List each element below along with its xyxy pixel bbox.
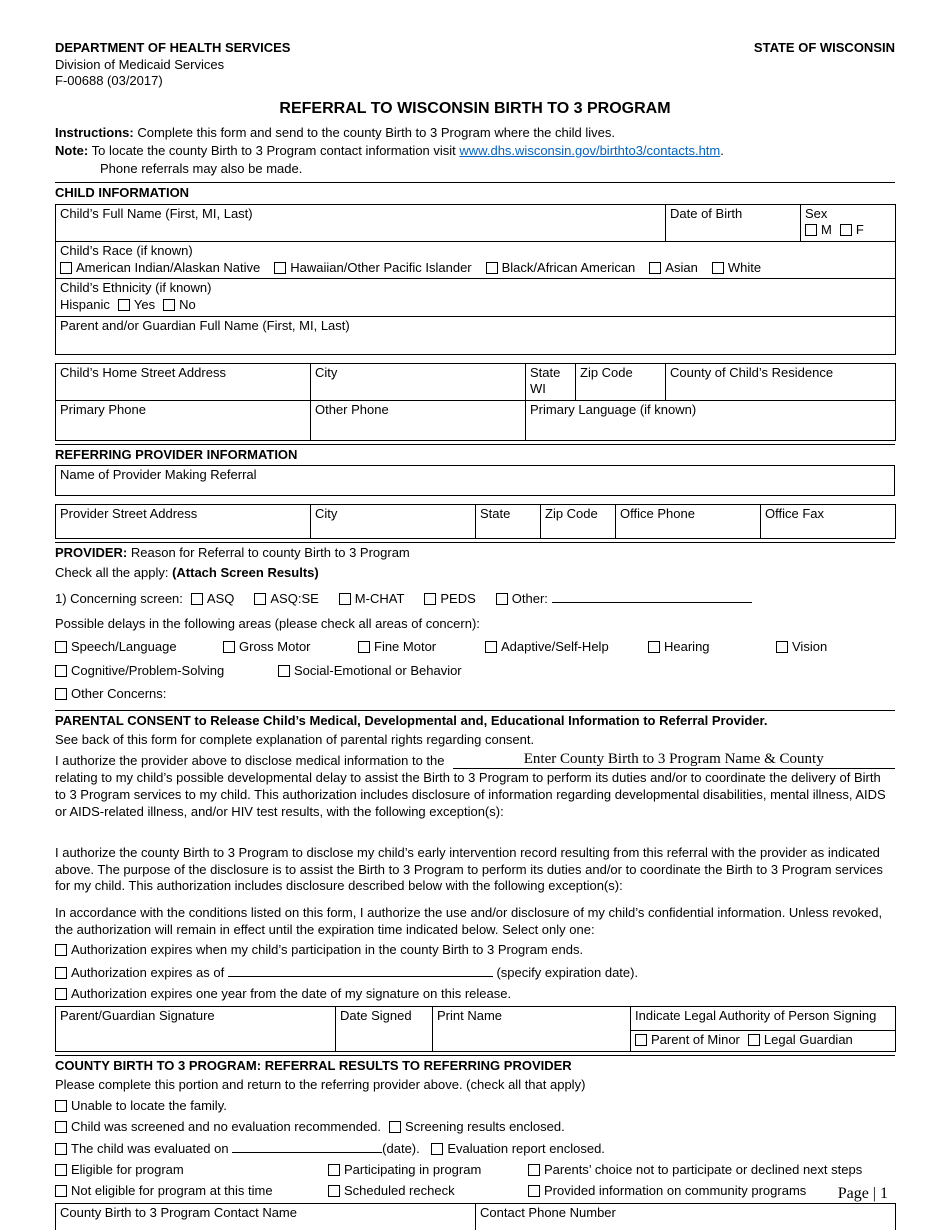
result-option-eval-report[interactable] [431,1141,605,1158]
child-address-table [55,363,896,441]
instructions-line [55,125,895,142]
sex-male-option[interactable] [805,222,832,239]
result-scheduled-label: Scheduled recheck [344,1182,455,1198]
agency-name: DEPARTMENT OF HEALTH SERVICES [55,40,291,55]
consent-para3: In accordance with the conditions listed on this form, I authorize the use and/or disclosure of my child’s confidential information. Unless revoked, the authorization will remain in effect until the expiration time indicated below. Select only one: [55,905,883,937]
signature-label: Parent/Guardian Signature [60,1008,215,1024]
section-referral-reason [55,542,895,564]
child-full-name-field[interactable] [56,204,666,241]
screen-option-peds[interactable] [424,591,475,608]
delay-option-vision[interactable] [776,639,827,656]
delay-options-row-2 [55,663,895,680]
delay-option-label: Vision [792,638,828,654]
expire-option-3-label: Authorization expires one year from the date of my signature on this release. [71,985,512,1001]
result-participating-label: Participating in program [344,1161,482,1177]
result-eval-report-label: Evaluation report enclosed. [447,1141,605,1157]
delay-option-hearing[interactable] [648,639,776,656]
delay-option-speech[interactable] [55,639,223,656]
checkbox-icon[interactable] [431,1143,443,1155]
attach-screen-results: (Attach Screen Results) [172,565,319,581]
expiration-date-blank[interactable] [228,963,493,977]
consent-para1-rest: relating to my child’s possible developmental delay to assist the Birth to 3 Program to perform its duties and/or to coordinate the delivery of Birth to 3 Program services to my child. This authorization includes disclosure of information regarding developmental disabilities, mental illness, AIDS or AIDS-related illness, and/or HIV test results, with the following exception(s): [55,770,886,819]
child-info-table [55,204,896,355]
result-not-eligible-label: Not eligible for program at this time [71,1182,273,1198]
section-referring-provider: REFERRING PROVIDER INFORMATION [55,444,895,466]
contacts-link[interactable]: www.dhs.wisconsin.gov/birthto3/contacts.htm [459,142,721,158]
primary-phone-label: Primary Phone [60,401,146,417]
checkbox-icon[interactable] [486,262,498,274]
signature-table [55,1006,896,1052]
checkbox-icon[interactable] [528,1185,540,1197]
expire-option-2-label: Authorization expires as of [71,964,225,980]
result-option-unable[interactable] [55,1098,895,1115]
sex-female-label: F [855,222,864,238]
delay-option-adaptive[interactable] [485,639,648,656]
result-row-evaluated [55,1139,895,1158]
date-signed-field[interactable] [336,1007,433,1052]
instructions-label: Instructions: [55,125,134,141]
contact-phone-label: Contact Phone Number [480,1205,616,1221]
checkbox-icon[interactable] [424,593,436,605]
ethnicity-option-yes[interactable] [118,297,155,314]
checkbox-icon[interactable] [55,1143,67,1155]
checkbox-icon[interactable] [528,1164,540,1176]
result-eligible-label: Eligible for program [71,1161,184,1177]
result-screened-label: Child was screened and no evaluation recommended. [71,1118,382,1134]
race-option-label: White [727,259,762,275]
exceptions-writing-space[interactable] [55,821,895,845]
section-referral-results: COUNTY BIRTH TO 3 PROGRAM: REFERRAL RESULTS TO REFERRING PROVIDER [55,1055,895,1077]
child-race-field [56,242,896,279]
date-of-birth-field[interactable] [666,204,801,241]
expire-option-1-label: Authorization expires when my child’s participation in the county Birth to 3 Program ends. [71,942,584,958]
state-label: State [530,364,561,380]
provider-address-field[interactable] [56,505,311,539]
provider-city-label: City [315,506,338,522]
note-line [55,143,895,160]
print-name-label: Print Name [437,1008,503,1024]
legal-authority-guardian-option[interactable] [748,1032,853,1049]
expire-option-2-suffix: (specify expiration date). [496,964,639,980]
section-child-information: CHILD INFORMATION [55,182,895,204]
office-fax-label: Office Fax [765,506,825,522]
child-ethnicity-options [60,297,891,314]
legal-authority-guardian-label: Legal Guardian [763,1032,853,1048]
checkbox-icon[interactable] [55,1185,67,1197]
provider-address-table [55,504,896,539]
form-number: F-00688 (03/2017) [55,73,163,89]
delay-option-cognitive[interactable] [55,663,278,680]
checkbox-icon[interactable] [339,593,351,605]
child-full-name-label: Child’s Full Name (First, MI, Last) [60,205,253,221]
screen-option-label: PEDS [440,590,476,606]
provider-address-label: Provider Street Address [60,506,198,522]
checkbox-icon[interactable] [55,688,67,700]
home-address-field[interactable] [56,363,311,400]
result-parents-choice-label: Parents’ choice not to participate or declined next steps [544,1161,863,1177]
other-concerns-label: Other Concerns: [71,686,167,702]
guardian-name-label: Parent and/or Guardian Full Name (First, MI, Last) [60,317,350,333]
delay-option-social-emotional[interactable] [278,663,462,680]
primary-language-field[interactable] [526,400,896,440]
screen-other-label: Other: [511,590,548,606]
consent-para1-line1 [55,751,895,769]
result-option-parents-choice[interactable] [528,1162,862,1179]
checkbox-icon[interactable] [840,224,852,236]
screen-option-asqse[interactable] [254,591,318,608]
contact-table [55,1203,896,1230]
child-ethnicity-label: Child’s Ethnicity (if known) [60,280,212,296]
result-option-screening-enclosed[interactable] [389,1119,565,1136]
contact-name-field[interactable] [56,1204,476,1230]
checkbox-icon[interactable] [55,1100,67,1112]
consent-subheading: See back of this form for complete explanation of parental rights regarding consent. [55,732,535,748]
result-option-screened[interactable] [55,1119,381,1136]
contact-name-label: County Birth to 3 Program Contact Name [60,1205,297,1221]
legal-authority-label: Indicate Legal Authority of Person Signing [635,1008,877,1024]
ethnicity-no-label: No [179,296,196,312]
race-option-american-indian[interactable] [60,260,260,277]
checkbox-icon[interactable] [748,1034,760,1046]
result-provided-info-label: Provided information on community programs [544,1182,807,1198]
delay-option-label: Social-Emotional or Behavior [294,662,462,678]
race-option-label: Hawaiian/Other Pacific Islander [290,259,472,275]
note-line2: Phone referrals may also be made. [100,160,303,176]
legal-authority-parent-option[interactable] [635,1032,740,1049]
result-row-eligibility-1 [55,1162,895,1179]
delay-options-row-1 [55,639,895,656]
checkbox-icon[interactable] [485,641,497,653]
race-option-white[interactable] [712,260,761,277]
checkbox-icon[interactable] [389,1121,401,1133]
delay-option-label: Hearing [664,638,710,654]
expire-option-2[interactable] [55,963,895,982]
legal-authority-field [631,1007,896,1031]
result-option-evaluated[interactable] [55,1141,229,1158]
delay-option-label: Speech/Language [71,638,177,654]
delay-option-label: Adaptive/Self-Help [501,638,609,654]
delays-prompt: Possible delays in the following areas (please check all areas of concern): [55,616,480,632]
result-option-provided-info[interactable] [528,1183,806,1200]
delay-options-row-3 [55,686,895,703]
race-option-label: American Indian/Alaskan Native [76,259,261,275]
ethnicity-option-no[interactable] [163,297,196,314]
race-option-pacific-islander[interactable] [274,260,471,277]
contact-phone-field[interactable] [476,1204,896,1230]
expire-option-3[interactable] [55,986,895,1003]
instructions-text: Complete this form and send to the county Birth to 3 Program where the child lives. [137,125,615,141]
checkbox-icon[interactable] [223,641,235,653]
primary-phone-field[interactable] [56,400,311,440]
checkbox-icon[interactable] [358,641,370,653]
other-phone-field[interactable] [311,400,526,440]
checkbox-icon[interactable] [635,1034,647,1046]
screen-option-label: M-CHAT [354,590,405,606]
division-name: Division of Medicaid Services [55,56,225,72]
screen-option-label: ASQ [206,590,235,606]
sex-field [801,204,896,241]
checkbox-icon[interactable] [55,665,67,677]
checkbox-icon[interactable] [55,1164,67,1176]
page-number: Page | 1 [837,1184,888,1202]
delay-option-label: Gross Motor [239,638,311,654]
zip-label: Zip Code [580,364,633,380]
result-evaluated-label: The child was evaluated on [71,1141,229,1157]
race-option-asian[interactable] [649,260,698,277]
checkbox-icon[interactable] [55,988,67,1000]
provider-state-field[interactable] [476,505,541,539]
sex-options [805,222,891,239]
result-row-eligibility-2 [55,1183,895,1200]
checkbox-icon[interactable] [274,262,286,274]
print-name-field[interactable] [433,1007,631,1052]
sex-male-label: M [821,222,832,238]
result-option-scheduled-recheck[interactable] [328,1183,528,1200]
zip-field[interactable] [576,363,666,400]
checkbox-icon[interactable] [55,967,67,979]
race-option-label: Asian [665,259,698,275]
screen-option-label: ASQ:SE [270,590,319,606]
checkbox-icon[interactable] [649,262,661,274]
provider-zip-field[interactable] [541,505,616,539]
checkbox-icon[interactable] [496,593,508,605]
ethnicity-yes-label: Yes [133,296,156,312]
consent-para1-text: I authorize the provider above to disclose medical information to the [55,752,445,768]
consent-para2: I authorize the county Birth to 3 Program to disclose my child’s early intervention record resulting from this referral with the provider as indicated above. The purpose of the disclosure is to assist the Birth to 3 Program to perform its duties and/or to coordinate the Birth to 3 Program services for my child. This authorization includes disclosure described below with the following exception(s): [55,845,883,894]
child-ethnicity-field [56,279,896,316]
sex-female-option[interactable] [840,222,864,239]
provider-name-table [55,465,895,496]
checkbox-icon[interactable] [805,224,817,236]
county-label: County of Child’s Residence [670,364,834,380]
child-race-label: Child’s Race (if known) [60,243,193,259]
date-of-birth-label: Date of Birth [670,205,743,221]
child-race-options [60,260,891,277]
delay-option-gross-motor[interactable] [223,639,358,656]
date-signed-label: Date Signed [340,1008,412,1024]
provider-name-field[interactable] [56,466,895,496]
signature-field[interactable] [56,1007,336,1052]
checkbox-icon[interactable] [254,593,266,605]
city-label: City [315,364,338,380]
office-phone-label: Office Phone [620,506,695,522]
home-address-label: Child’s Home Street Address [60,364,226,380]
city-field[interactable] [311,363,526,400]
delay-option-label: Cognitive/Problem-Solving [71,662,225,678]
sex-label: Sex [805,205,828,221]
ethnicity-prompt: Hispanic [60,296,110,312]
provider-zip-label: Zip Code [545,506,598,522]
result-option-participating[interactable] [328,1162,528,1179]
checkbox-icon[interactable] [648,641,660,653]
section-parental-consent: PARENTAL CONSENT to Release Child’s Medical, Developmental and, Educational Information to Referral Provider. [55,710,895,732]
screen-option-mchat[interactable] [339,591,405,608]
provider-city-field[interactable] [311,505,476,539]
expire-option-1[interactable] [55,942,895,959]
note-text: To locate the county Birth to 3 Program contact information visit [91,142,456,158]
checkbox-icon[interactable] [163,299,175,311]
result-unable-label: Unable to locate the family. [71,1098,227,1114]
checkbox-icon[interactable] [60,262,72,274]
concerning-screen-line [55,589,895,608]
provider-state-label: State [480,506,511,522]
checkbox-icon[interactable] [191,593,203,605]
program-name-blank[interactable]: Enter County Birth to 3 Program Name & County [453,751,896,769]
result-option-not-eligible[interactable] [55,1183,328,1200]
checkbox-icon[interactable] [55,944,67,956]
form-header [55,40,895,90]
screen-other-blank[interactable] [552,589,752,603]
race-option-black[interactable] [486,260,636,277]
referral-reason-heading: PROVIDER: [55,545,128,561]
state-value: WI [530,381,546,397]
checkbox-icon[interactable] [55,641,67,653]
state-field[interactable] [526,363,576,400]
result-option-eligible[interactable] [55,1162,328,1179]
result-evaluated-suffix: (date). [382,1141,420,1157]
result-row-screened [55,1119,895,1136]
note-period: . [720,142,724,158]
referral-reason-heading-rest: Reason for Referral to county Birth to 3 Program [130,545,410,561]
header-left [55,40,290,90]
screen-prompt: 1) Concerning screen: [55,590,183,606]
checkbox-icon[interactable] [55,1121,67,1133]
checkbox-icon[interactable] [328,1164,340,1176]
check-all-text: Check all the apply: [55,565,169,581]
note-label: Note: [55,142,89,158]
check-all-line [55,565,895,582]
office-fax-field[interactable] [761,505,896,539]
screen-option-other[interactable] [496,591,548,608]
primary-language-label: Primary Language (if known) [530,401,697,417]
checkbox-icon[interactable] [118,299,130,311]
guardian-name-field[interactable] [56,316,896,354]
delay-option-fine-motor[interactable] [358,639,485,656]
other-phone-label: Other Phone [315,401,389,417]
result-screening-enclosed-label: Screening results enclosed. [405,1118,565,1134]
checkbox-icon[interactable] [776,641,788,653]
form-title: REFERRAL TO WISCONSIN BIRTH TO 3 PROGRAM [279,99,671,117]
evaluation-date-blank[interactable] [232,1139,382,1153]
legal-authority-parent-label: Parent of Minor [651,1032,740,1048]
state-name: STATE OF WISCONSIN [753,40,895,55]
checkbox-icon[interactable] [712,262,724,274]
office-phone-field[interactable] [616,505,761,539]
county-field[interactable] [666,363,896,400]
delay-option-label: Fine Motor [374,638,437,654]
provider-name-label: Name of Provider Making Referral [60,467,257,483]
other-concerns-option[interactable] [55,686,166,703]
legal-authority-options [631,1031,896,1052]
results-instructions: Please complete this portion and return to the referring provider above. (check all that apply) [55,1077,586,1093]
race-option-label: Black/African American [501,259,636,275]
screen-option-asq[interactable] [191,591,234,608]
checkbox-icon[interactable] [278,665,290,677]
checkbox-icon[interactable] [328,1185,340,1197]
